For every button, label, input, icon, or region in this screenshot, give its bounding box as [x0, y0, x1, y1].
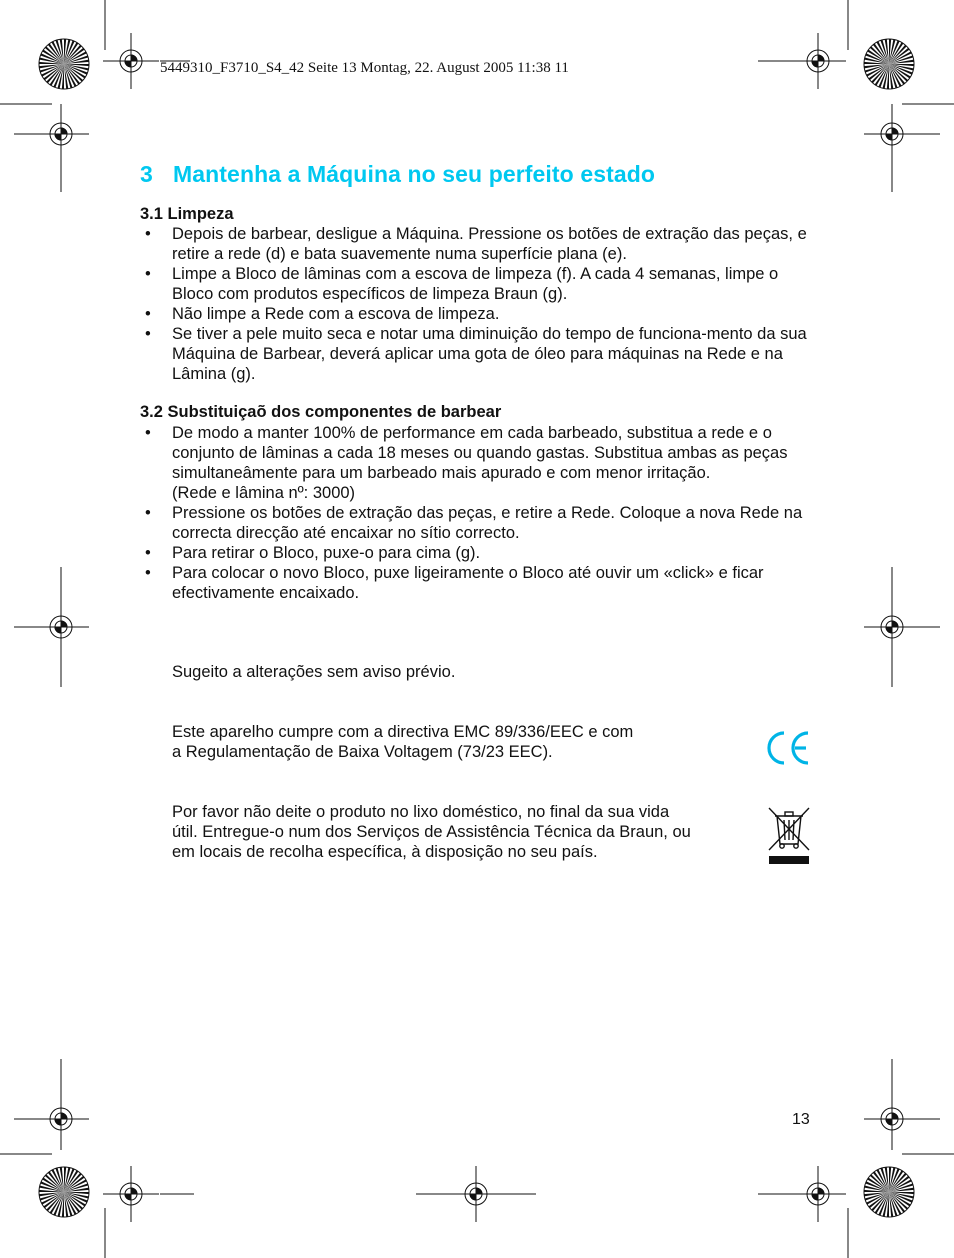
substituicao-list	[140, 423, 820, 603]
list-item: • Limpe a Bloco de lâminas com a escova de limpeza (f). A cada 4 semanas, limpe o Bloco com produtos específicos de limpeza Braun (g).	[140, 264, 820, 304]
list-item: • Não limpe a Rede com a escova de limpeza.	[140, 304, 820, 324]
list-item	[140, 423, 820, 503]
registration-target-icon	[790, 33, 846, 89]
starburst-registration-icon	[864, 39, 914, 89]
notice-disposal-line: Por favor não deite o produto no lixo doméstico, no final da sua vida	[172, 803, 670, 821]
notice-changes: Sugeito a alterações sem aviso prévio.	[172, 663, 456, 681]
weee-crossed-bin-icon	[766, 804, 812, 866]
list-item: • Para colocar o novo Bloco, puxe ligeiramente o Bloco até ouvir um «click» e ficar efectivamente encaixado.	[140, 563, 820, 603]
ce-mark-icon	[764, 726, 814, 770]
section-title-substituicao: 3.2 Substituiçaõ dos componentes de barbear	[140, 403, 502, 421]
page-number: 13	[792, 1111, 810, 1128]
heading-number: 3	[140, 161, 153, 187]
notice-disposal-line: em locais de recolha específica, à disposição no seu país.	[172, 843, 598, 861]
registration-target-icon	[790, 1166, 846, 1222]
list-item-text: De modo a manter 100% de performance em cada barbeado, substitua a rede e o conjunto de lâminas a cada 18 meses ou quando gastas. Substitua ambas as peças simultaneâmente para um barbeado mais apurado e com menor irritação.	[172, 424, 788, 482]
section-title-limpeza: 3.1 Limpeza	[140, 205, 234, 223]
notice-disposal	[172, 802, 691, 862]
starburst-registration-icon	[864, 1167, 914, 1217]
list-item: • Pressione os botões de extração das peças, e retire a Rede. Coloque a nova Rede na correcta direcção até encaixar no sítio correcto.	[140, 503, 820, 543]
notice-emc-line: Este aparelho cumpre com a directiva EMC 89/336/EEC e com	[172, 723, 634, 741]
registration-target-icon	[103, 33, 159, 89]
list-item: • Depois de barbear, desligue a Máquina. Pressione os botões de extração das peças, e retire a rede (d) e bata suavemente numa superfície plana (e).	[140, 224, 820, 264]
starburst-registration-icon	[39, 39, 89, 89]
print-slug: 5449310_F3710_S4_42 Seite 13 Montag, 22. August 2005 11:38 11	[160, 60, 569, 76]
list-item: • Se tiver a pele muito seca e notar uma diminuição do tempo de funciona-mento da sua Máquina de Barbear, deverá aplicar uma gota de óleo para máquinas na Rede e na Lâmina (g).	[140, 324, 820, 384]
page-heading	[140, 161, 655, 188]
notice-emc	[172, 722, 633, 762]
list-item-note: (Rede e lâmina nº: 3000)	[172, 484, 356, 502]
registration-target-icon	[103, 1166, 159, 1222]
heading-title: Mantenha a Máquina no seu perfeito estado	[173, 161, 656, 187]
notice-emc-line: a Regulamentação de Baixa Voltagem (73/23 EEC).	[172, 743, 553, 761]
limpeza-list	[140, 224, 820, 384]
starburst-registration-icon	[39, 1167, 89, 1217]
notice-disposal-line: útil. Entregue-o num dos Serviços de Assistência Técnica da Braun, ou	[172, 823, 691, 841]
list-item: • Para retirar o Bloco, puxe-o para cima (g).	[140, 543, 820, 563]
